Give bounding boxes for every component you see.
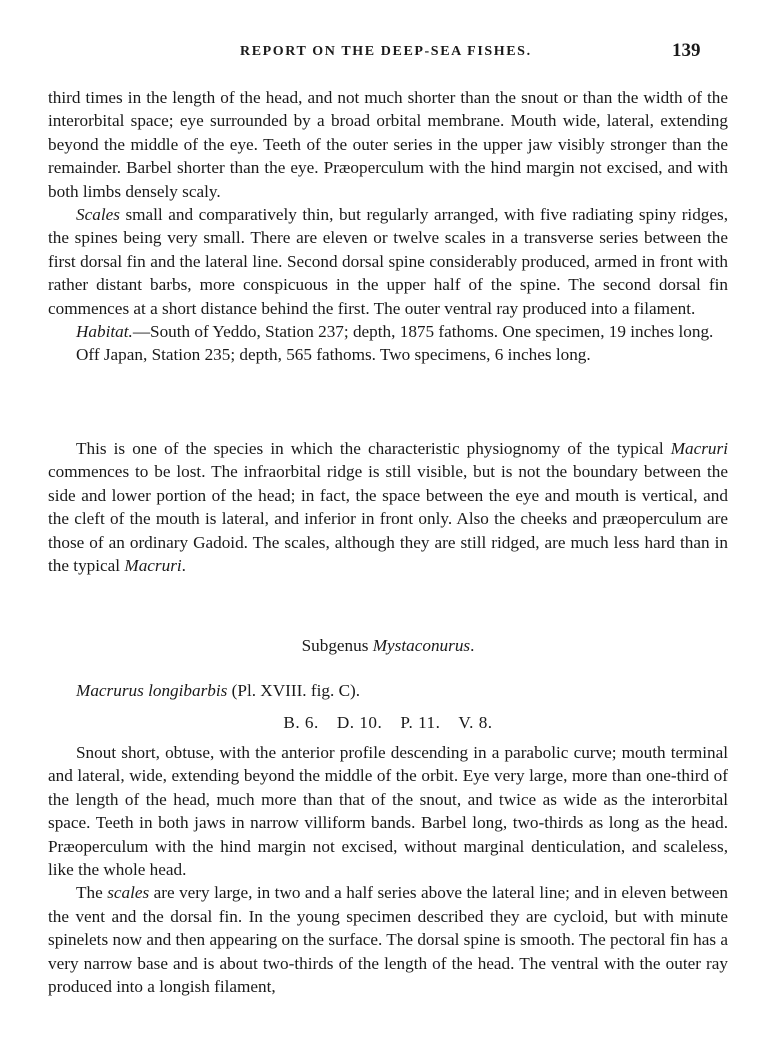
description-continued [48,86,728,367]
remarks [48,437,728,577]
plate-reference: (Pl. XVIII. fig. C). [227,681,361,700]
scales-term: Scales [76,205,120,225]
species-heading [76,681,360,701]
subgenus-heading: Subgenus Mystaconurus. [301,636,475,655]
page-number: 139 [672,40,701,61]
habitat-label: Habitat. [76,322,133,342]
paragraph-snout: Snout short, obtuse, with the anterior profile descending in a parabolic curve; mouth terminal and lateral, wide, extending beyond the middle of the orbit. Eye very large, more than one-third of the length of the head, much more than that of the snout, and twice as wide as the interorbital space. Teeth in both jaws in narrow villiform bands. Barbel long, two-thirds as long as the head. Præoperculum with the hind margin not excised, without marginal denticulation, and scaleless, like the whole head. [48,743,728,880]
fin-formula: B. 6. D. 10. P. 11. V. 8. [283,713,493,732]
paragraph-head-description: third times in the length of the head, and not much shorter than the snout or than the width of the interorbital space; eye surrounded by a broad orbital membrane. Mouth wide, lateral, extending beyond the middle of the eye. Teeth of the outer series in the upper jaw visibly stronger than the remainder. Barbel shorter than the eye. Præoperculum with the hind margin not excised, and with both limbs densely scaly. [48,88,728,201]
paragraph-habitat-2: Off Japan, Station 235; depth, 565 fathoms. Two specimens, 6 inches long. [76,345,591,365]
running-title: REPORT ON THE DEEP-SEA FISHES. [240,44,532,59]
paragraph-habitat: Habitat.—South of Yeddo, Station 237; depth, 1875 fathoms. One specimen, 19 inches long. [76,322,714,342]
paragraph-remarks: This is one of the species in which the characteristic physiognomy of the typical Macruri commences to be lost. The infraorbital ridge is still visible, but is not the boundary between the side and lower portion of the head; in fact, the space between the eye and mouth is vertical, and the cleft of the mouth is lateral, and inferior in front only. Also the cheeks and præoperculum are those of an ordinary Gadoid. The scales, although they are still ridged, are much less hard than in the typical Macruri. [48,439,728,576]
paragraph-scales: Scales small and comparatively thin, but regularly arranged, with five radiating spiny ridges, the spines being very small. There are eleven or twelve scales in a transverse series between the first dorsal fin and the lateral line. Second dorsal spine considerably produced, armed in front with rather distant barbs, more conspicuous in the upper half of the spine. The second dorsal fin commences at a short distance behind the first. The outer ventral ray produced into a filament. [48,205,728,318]
genus-name: Macruri [124,556,182,576]
subgenus-name: Mystaconurus [372,636,471,655]
species-name: Macrurus longibarbis [76,681,228,700]
paragraph-scales-2: The scales are very large, in two and a half series above the lateral line; and in eleven between the vent and the dorsal fin. In the young specimen described they are cycloid, but with minute spinelets now and then appearing on the surface. The dorsal spine is smooth. The pectoral fin has a very narrow base and is about two-thirds of the length of the head. The ventral with the outer ray produced into a longish filament, [48,883,728,997]
genus-name: Macruri [670,439,728,458]
scales-term: scales [107,883,150,903]
species-description [48,741,728,998]
